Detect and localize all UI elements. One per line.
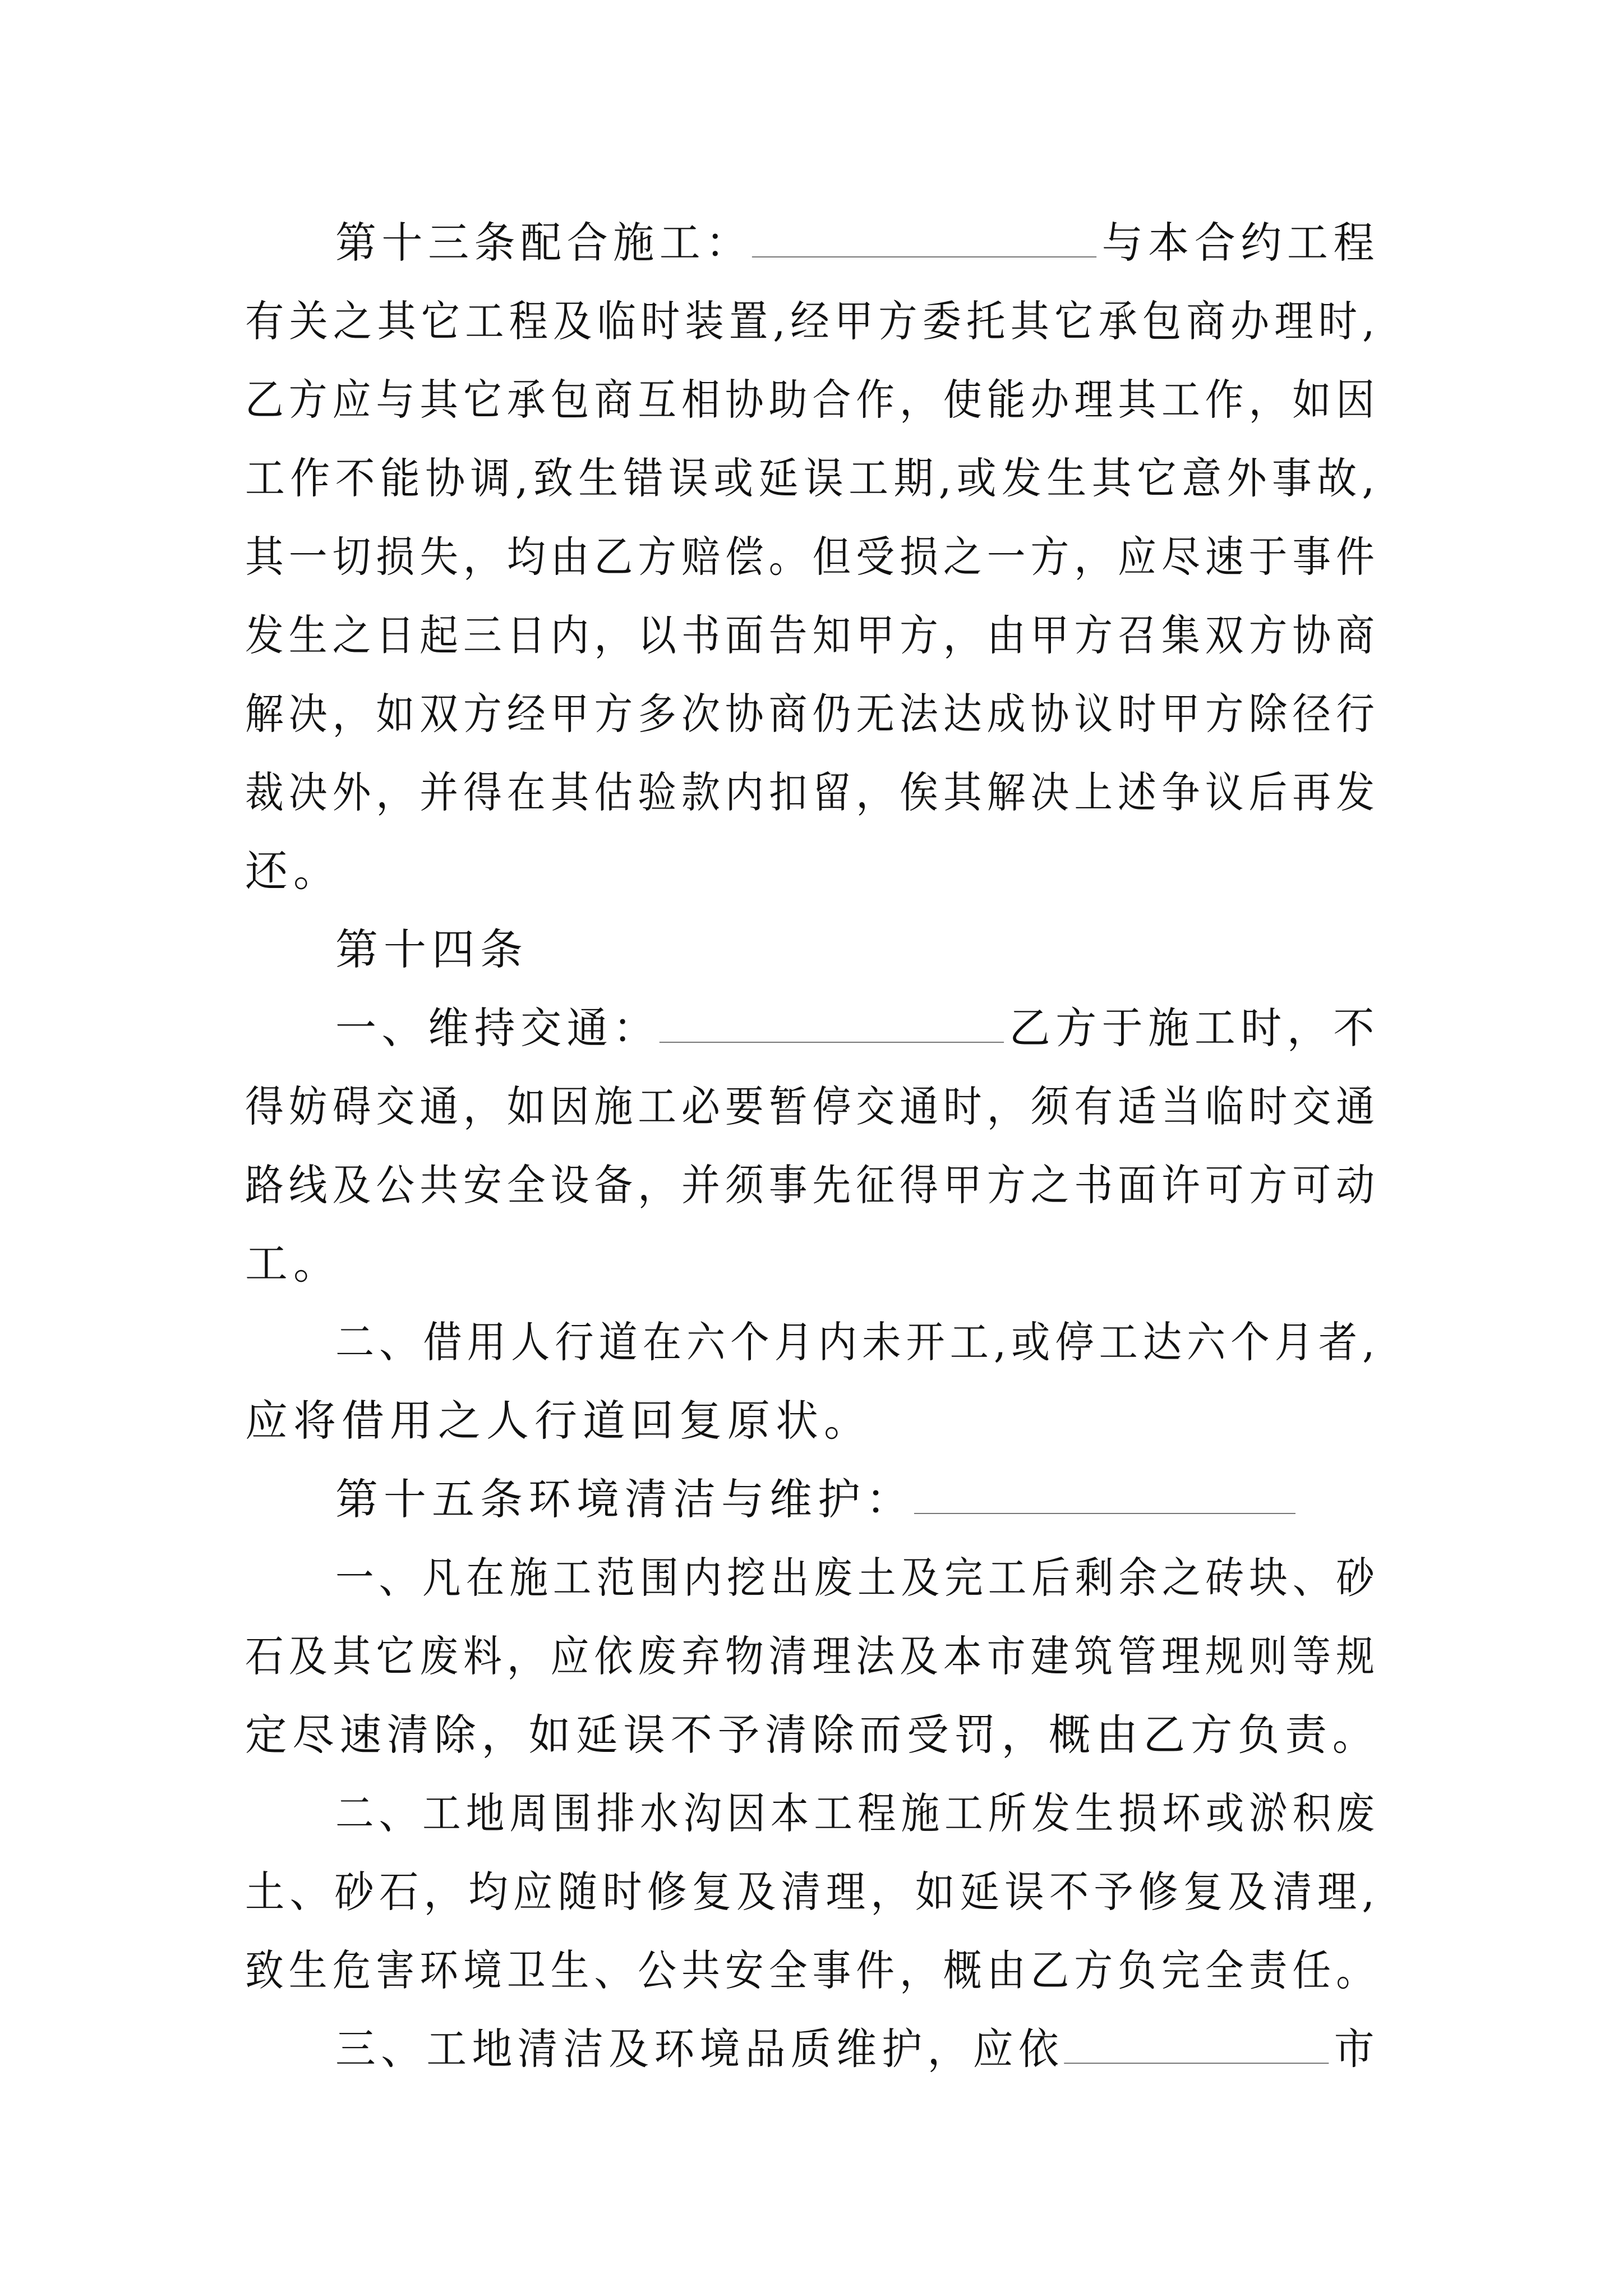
text-line: 工。 (245, 1239, 342, 1289)
line-text: 三、工地清洁及环境品质维护，应依 (335, 2024, 1064, 2074)
line-text: 一、维持交通： (335, 1003, 660, 1053)
text-line: 二、借用人行道在六个月内未开工,或停工达六个月者, (335, 1317, 1380, 1367)
fill-in-blank (1064, 2054, 1329, 2064)
text-line: 发生之日起三日内，以书面告知甲方，由甲方召集双方协商 (245, 610, 1380, 660)
fill-in-blank (752, 247, 1096, 257)
text-line (335, 1466, 1295, 1533)
text-line (335, 209, 1380, 277)
text-line: 工作不能协调,致生错误或延误工期,或发生其它意外事故, (245, 453, 1380, 503)
line-text: 第十三条配合施工： (335, 218, 752, 268)
text-line: 其一切损失，均由乙方赔偿。但受损之一方，应尽速于事件 (245, 532, 1380, 582)
text-line: 应将借用之人行道回复原状。 (245, 1396, 872, 1446)
text-line (335, 995, 1380, 1062)
text-line: 还。 (245, 846, 342, 896)
section-heading: 第十四条 (335, 924, 528, 974)
text-line: 裁决外，并得在其估验款内扣留，俟其解决上述争议后再发 (245, 767, 1380, 817)
text-line: 定尽速清除，如延误不予清除而受罚，概由乙方负责。 (245, 1710, 1380, 1760)
text-line: 路线及公共安全设备，并须事先征得甲方之书面许可方可动 (245, 1160, 1380, 1210)
line-text: 与本合约工程 (1101, 218, 1380, 268)
text-line: 解决，如双方经甲方多次协商仍无法达成协议时甲方除径行 (245, 689, 1380, 739)
text-line: 石及其它废料，应依废弃物清理法及本市建筑管理规则等规 (245, 1631, 1380, 1681)
text-line: 得妨碍交通，如因施工必要暂停交通时，须有适当临时交通 (245, 1082, 1380, 1131)
text-line: 二、工地周围排水沟因本工程施工所发生损坏或淤积废 (335, 1788, 1380, 1838)
text-line: 土、砂石，均应随时修复及清理，如延误不予修复及清理, (245, 1867, 1380, 1917)
text-line: 一、凡在施工范围内挖出废土及完工后剩余之砖块、砂 (335, 1553, 1380, 1603)
fill-in-blank (660, 1033, 1004, 1043)
text-line (335, 2016, 1380, 2083)
text-line: 致生危害环境卫生、公共安全事件，概由乙方负完全责任。 (245, 1945, 1380, 1995)
line-text: 乙方于施工时，不 (1009, 1003, 1380, 1053)
fill-in-blank (914, 1504, 1295, 1514)
text-line: 乙方应与其它承包商互相协助合作，使能办理其工作，如因 (245, 375, 1380, 425)
line-text: 市 (1334, 2024, 1380, 2074)
text-line: 有关之其它工程及临时装置,经甲方委托其它承包商办理时, (245, 296, 1380, 346)
line-text: 第十五条环境清洁与维护： (335, 1474, 914, 1524)
